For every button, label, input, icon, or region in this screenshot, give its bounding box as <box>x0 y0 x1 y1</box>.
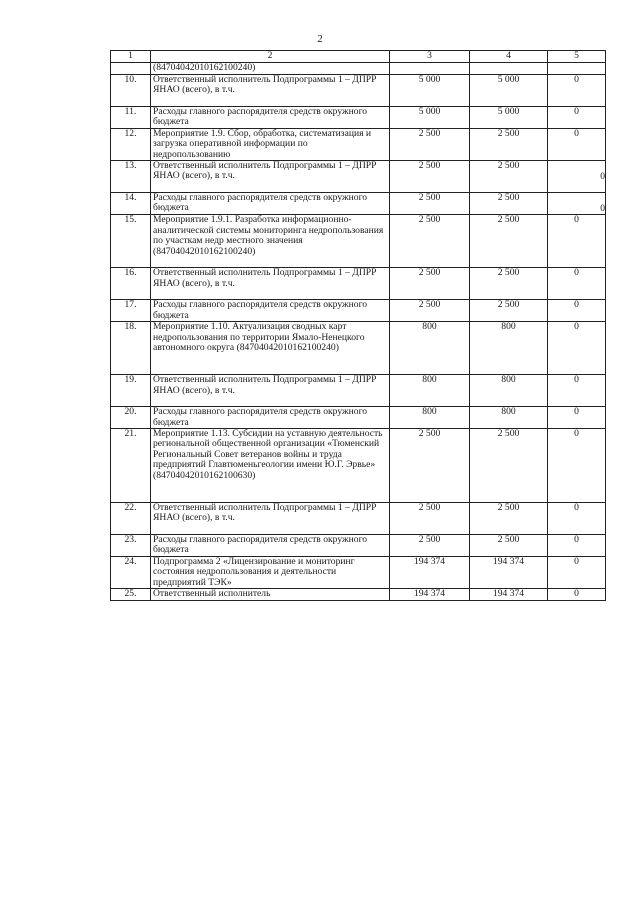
row-number-cell: 12. <box>111 128 151 160</box>
column-4-value-cell: 5 000 <box>470 75 548 107</box>
row-number-cell <box>111 63 151 75</box>
row-number-cell: 15. <box>111 215 151 268</box>
budget-table <box>110 50 606 601</box>
column-4-value-cell: 800 <box>470 407 548 429</box>
column-header-4: 4 <box>470 51 548 63</box>
column-5-value-cell <box>548 63 606 75</box>
column-3-value-cell: 194 374 <box>390 556 470 588</box>
column-5-value-cell: 0 <box>548 107 606 129</box>
column-3-value-cell: 800 <box>390 322 470 375</box>
column-3-value-cell: 5 000 <box>390 107 470 129</box>
column-5-value: 0 <box>600 203 605 215</box>
table-row <box>111 535 606 557</box>
column-4-value-cell: 800 <box>470 322 548 375</box>
row-number-cell: 20. <box>111 407 151 429</box>
row-number-cell: 23. <box>111 535 151 557</box>
row-description-cell: Мероприятие 1.10. Актуализация сводных карт недропользования по территории Ямало-Ненецкого автономного округа (84704042010162100240) <box>151 322 390 375</box>
column-header-3: 3 <box>390 51 470 63</box>
column-3-value-cell: 2 500 <box>390 535 470 557</box>
row-description-cell: (84704042010162100240) <box>151 63 390 75</box>
table-row <box>111 429 606 503</box>
column-header-5: 5 <box>548 51 606 63</box>
column-4-value-cell: 2 500 <box>470 161 548 193</box>
row-number-cell: 17. <box>111 300 151 322</box>
row-number-cell: 24. <box>111 556 151 588</box>
column-5-value-cell: 0 <box>548 503 606 535</box>
column-4-value-cell: 2 500 <box>470 300 548 322</box>
column-4-value-cell: 2 500 <box>470 268 548 300</box>
table-row <box>111 300 606 322</box>
table-header-row <box>111 51 606 63</box>
table-row <box>111 75 606 107</box>
column-3-value-cell: 2 500 <box>390 128 470 160</box>
table-row <box>111 215 606 268</box>
row-number-cell: 21. <box>111 429 151 503</box>
column-3-value-cell <box>390 63 470 75</box>
column-4-value-cell: 194 374 <box>470 589 548 600</box>
column-4-value-cell: 800 <box>470 375 548 407</box>
row-number-cell: 18. <box>111 322 151 375</box>
column-3-value-cell: 2 500 <box>390 429 470 503</box>
row-description-cell: Подпрограмма 2 «Лицензирование и мониторинг состояния недропользования и деятельности предприятий ТЭК» <box>151 556 390 588</box>
table-row <box>111 161 606 193</box>
column-4-value-cell: 2 500 <box>470 535 548 557</box>
column-header-1: 1 <box>111 51 151 63</box>
column-5-value: 0 <box>600 171 605 183</box>
column-5-value-cell: 0 <box>548 556 606 588</box>
column-5-value-cell: 0 <box>548 322 606 375</box>
table-row <box>111 107 606 129</box>
table-row <box>111 63 606 75</box>
table-row <box>111 268 606 300</box>
table-row <box>111 128 606 160</box>
row-number-cell: 22. <box>111 503 151 535</box>
column-5-value-cell: 0 <box>548 429 606 503</box>
row-description-cell: Мероприятие 1.9.1. Разработка информационно-аналитической системы мониторинга недропользования по участкам недр местного значения (84704042010162100240) <box>151 215 390 268</box>
row-description-cell: Ответственный исполнитель Подпрограммы 1 – ДПРР ЯНАО (всего), в т.ч. <box>151 268 390 300</box>
column-5-value-cell: 0 <box>548 535 606 557</box>
row-description-cell: Мероприятие 1.13. Субсидии на уставную деятельность региональной общественной организации «Тюменский Региональный Совет ветеранов войны и труда предприятий Главтюменьгеологии имени Ю.Г. Эрвье» (84704042010162100630) <box>151 429 390 503</box>
row-description-cell: Расходы главного распорядителя средств окружного бюджета <box>151 193 390 215</box>
column-3-value-cell: 194 374 <box>390 589 470 600</box>
column-3-value-cell: 2 500 <box>390 193 470 215</box>
column-5-value-cell: 0 <box>548 375 606 407</box>
table-row <box>111 375 606 407</box>
row-number-cell: 13. <box>111 161 151 193</box>
column-3-value-cell: 2 500 <box>390 268 470 300</box>
row-number-cell: 19. <box>111 375 151 407</box>
column-5-value-cell <box>548 161 606 193</box>
column-4-value-cell <box>470 63 548 75</box>
row-description-cell: Ответственный исполнитель Подпрограммы 1 – ДПРР ЯНАО (всего), в т.ч. <box>151 75 390 107</box>
row-number-cell: 14. <box>111 193 151 215</box>
row-number-cell: 16. <box>111 268 151 300</box>
page-number: 2 <box>317 33 323 45</box>
column-3-value-cell: 2 500 <box>390 215 470 268</box>
table-row <box>111 407 606 429</box>
column-5-value-cell <box>548 193 606 215</box>
row-description-cell: Расходы главного распорядителя средств окружного бюджета <box>151 107 390 129</box>
row-description-cell: Ответственный исполнитель Подпрограммы 1 – ДПРР ЯНАО (всего), в т.ч. <box>151 375 390 407</box>
row-number-cell: 11. <box>111 107 151 129</box>
column-3-value-cell: 5 000 <box>390 75 470 107</box>
column-4-value-cell: 2 500 <box>470 128 548 160</box>
column-5-value-cell: 0 <box>548 268 606 300</box>
row-description-cell: Мероприятие 1.9. Сбор, обработка, систематизация и загрузка оперативной информации по недропользованию <box>151 128 390 160</box>
column-3-value-cell: 2 500 <box>390 300 470 322</box>
row-description-cell: Ответственный исполнитель Подпрограммы 1 – ДПРР ЯНАО (всего), в т.ч. <box>151 503 390 535</box>
column-5-value-cell: 0 <box>548 407 606 429</box>
row-description-cell: Расходы главного распорядителя средств окружного бюджета <box>151 300 390 322</box>
column-3-value-cell: 800 <box>390 407 470 429</box>
row-number-cell: 10. <box>111 75 151 107</box>
column-4-value-cell: 2 500 <box>470 503 548 535</box>
column-5-value-cell: 0 <box>548 589 606 600</box>
column-3-value-cell: 800 <box>390 375 470 407</box>
column-4-value-cell: 194 374 <box>470 556 548 588</box>
row-description-cell: Ответственный исполнитель Подпрограммы 1 – ДПРР ЯНАО (всего), в т.ч. <box>151 161 390 193</box>
column-5-value-cell: 0 <box>548 75 606 107</box>
column-4-value-cell: 5 000 <box>470 107 548 129</box>
table-row <box>111 193 606 215</box>
table-row <box>111 556 606 588</box>
table-row <box>111 589 606 600</box>
row-number-cell: 25. <box>111 589 151 600</box>
table-row <box>111 322 606 375</box>
column-4-value-cell: 2 500 <box>470 193 548 215</box>
column-header-2: 2 <box>151 51 390 63</box>
column-3-value-cell: 2 500 <box>390 503 470 535</box>
column-4-value-cell: 2 500 <box>470 215 548 268</box>
row-description-cell: Расходы главного распорядителя средств окружного бюджета <box>151 407 390 429</box>
column-5-value-cell: 0 <box>548 300 606 322</box>
column-5-value-cell: 0 <box>548 128 606 160</box>
row-description-cell: Ответственный исполнитель <box>151 589 390 600</box>
column-3-value-cell: 2 500 <box>390 161 470 193</box>
row-description-cell: Расходы главного распорядителя средств окружного бюджета <box>151 535 390 557</box>
column-5-value-cell: 0 <box>548 215 606 268</box>
column-4-value-cell: 2 500 <box>470 429 548 503</box>
table-row <box>111 503 606 535</box>
